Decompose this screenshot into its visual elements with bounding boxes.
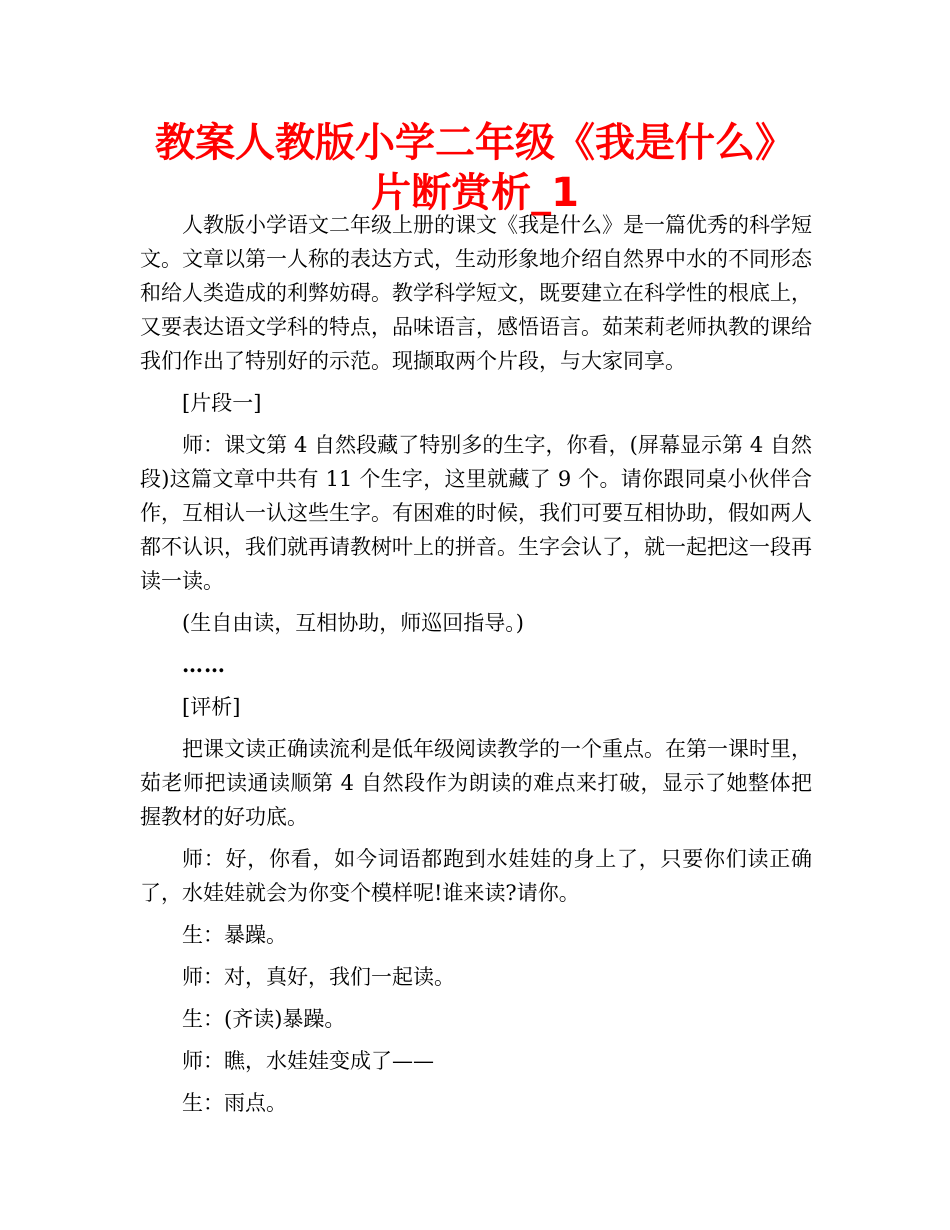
dialogue-line: 师：瞧，水娃娃变成了—— bbox=[182, 1049, 434, 1073]
section-heading-analysis: [评析] bbox=[182, 695, 241, 719]
paragraph-teacher-instruction: 师：课文第 4 自然段藏了特别多的生字，你看，(屏幕显示第 4 自然段)这篇文章中共有 11 个生字，这里就藏了 9 个。请你跟同桌小伙伴合作，互相认一认这些生字。有困难的时候，我们可要互相协助，假如两人都不认识，我们就再请教树叶上的拼音。生字会认了，就一起把这一段再读一读。 bbox=[140, 433, 812, 593]
dialogue-line: 生：(齐读)暴躁。 bbox=[182, 1007, 346, 1031]
paragraph-intro: 人教版小学语文二年级上册的课文《我是什么》是一篇优秀的科学短文。文章以第一人称的表达方式，生动形象地介绍自然界中水的不同形态和给人类造成的利弊妨碍。教学科学短文，既要建立在科学性的根底上，又要表达语文学科的特点，品味语言，感悟语言。茹茉莉老师执教的课给我们作出了特别好的示范。现撷取两个片段，与大家同享。 bbox=[140, 213, 812, 373]
document-body bbox=[140, 208, 812, 1128]
dialogue-line: 生：暴躁。 bbox=[182, 923, 287, 947]
dialogue-line: 师：对，真好，我们一起读。 bbox=[182, 965, 455, 989]
dialogue-line: 生：雨点。 bbox=[182, 1091, 287, 1115]
dialogue-line: 师：好，你看，如今词语都跑到水娃娃的身上了，只要你们读正确了，水娃娃就会为你变个模样呢!谁来读?请你。 bbox=[140, 847, 812, 905]
section-heading-fragment-one: [片段一] bbox=[182, 391, 262, 415]
paragraph-stage-direction: (生自由读，互相协助，师巡回指导。) bbox=[182, 611, 524, 635]
document-title: 教案人教版小学二年级《我是什么》片断赏析_1 bbox=[155, 120, 795, 216]
paragraph-analysis: 把课文读正确读流利是低年级阅读教学的一个重点。在第一课时里，茹老师把读通读顺第 4 自然段作为朗读的难点来打破，显示了她整体把握教材的好功底。 bbox=[140, 737, 812, 829]
ellipsis-line: …… bbox=[182, 652, 226, 677]
